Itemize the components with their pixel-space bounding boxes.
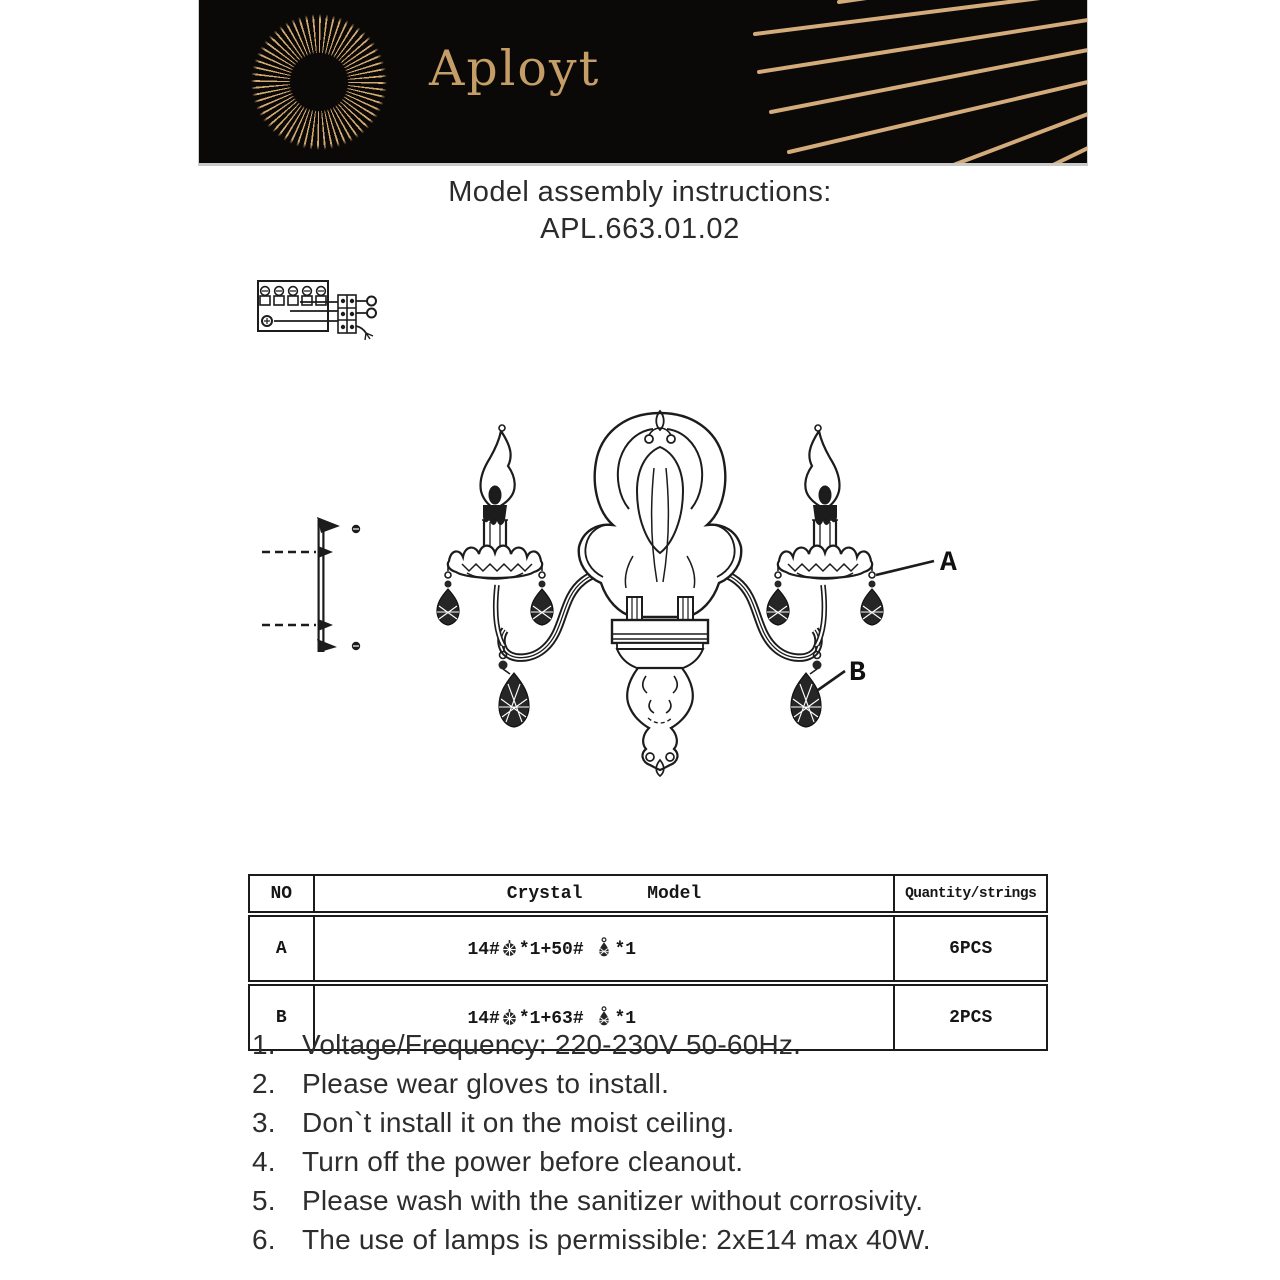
instruction-text: Turn off the power before cleanout.	[302, 1145, 744, 1177]
instruction-text: Please wash with the sanitizer without corrosivity.	[302, 1184, 924, 1216]
finial-vase	[627, 668, 693, 770]
col-header-model: Crystal Model	[314, 875, 895, 914]
top-bracket	[317, 517, 340, 533]
instruction-item	[252, 1064, 1062, 1103]
bulb	[819, 486, 832, 505]
callout-a-label: A	[940, 548, 957, 579]
callout-a-line	[876, 561, 934, 575]
row-b-no: B	[249, 983, 314, 1050]
finial-neck	[617, 649, 703, 668]
brand-header	[198, 0, 1088, 166]
callout-b-label: B	[849, 658, 866, 689]
row-a-qty: 6PCS	[894, 914, 1047, 983]
model-text: *1	[614, 940, 637, 960]
ring-terminal	[367, 309, 376, 318]
crystal-round-icon	[502, 939, 517, 958]
instruction-item	[252, 1220, 1062, 1259]
instruction-item	[252, 1103, 1062, 1142]
crystal-drop-icon	[596, 937, 612, 958]
callout-b-line	[818, 671, 845, 690]
instruction-number: 1.	[252, 1028, 276, 1060]
tube-socket	[627, 597, 642, 620]
row-a-no: A	[249, 914, 314, 983]
table-row	[249, 914, 1047, 983]
flame-tip-curl	[815, 425, 821, 431]
bottom-bracket	[317, 639, 337, 652]
instruction-text: Please wear gloves to install.	[302, 1067, 670, 1099]
instructions-list	[252, 1025, 1062, 1259]
instruction-number: 4.	[252, 1145, 276, 1177]
instruction-item	[252, 1025, 1062, 1064]
model-text: 14#	[467, 1009, 500, 1029]
page-title: Model assembly instructions:	[448, 176, 832, 208]
row-b-qty: 2PCS	[894, 983, 1047, 1050]
col-header-qty: Quantity/strings	[894, 875, 1047, 914]
candle	[805, 425, 839, 562]
backplate	[579, 411, 742, 776]
mount-diagram	[252, 505, 372, 665]
instruction-item	[252, 1142, 1062, 1181]
crystal-a-left	[767, 564, 789, 625]
model-text: 14#	[467, 940, 500, 960]
bobeche	[778, 546, 872, 579]
instruction-text: The use of lamps is permissible: 2xE14 max 40W.	[302, 1223, 931, 1255]
sconce-drawing	[390, 405, 990, 780]
terminal-block	[338, 295, 356, 333]
model-number: APL.663.01.02	[540, 213, 740, 245]
col-header-no: NO	[249, 875, 314, 914]
brand-name: Aployt	[429, 40, 601, 97]
instruction-item	[252, 1181, 1062, 1220]
table-header-row	[249, 875, 1047, 914]
wiring-diagram	[248, 272, 398, 342]
instruction-number: 6.	[252, 1223, 276, 1255]
row-a-model	[314, 914, 895, 983]
tube-socket	[678, 597, 693, 620]
model-text: *1+50#	[518, 940, 584, 960]
instruction-text: Don`t install it on the moist ceiling.	[302, 1106, 735, 1138]
instruction-number: 3.	[252, 1106, 276, 1138]
instruction-number: 2.	[252, 1067, 276, 1099]
ring-terminal	[367, 297, 376, 306]
fan-rays-decoration	[199, 0, 1087, 163]
stripped-wire-end	[365, 333, 373, 340]
instruction-number: 5.	[252, 1184, 276, 1216]
crystal-drop-icon	[596, 1006, 612, 1027]
instruction-text: Voltage/Frequency: 220-230V 50-60Hz.	[302, 1028, 802, 1060]
model-text: *1	[614, 1009, 637, 1029]
model-text: *1+63#	[518, 1009, 584, 1029]
